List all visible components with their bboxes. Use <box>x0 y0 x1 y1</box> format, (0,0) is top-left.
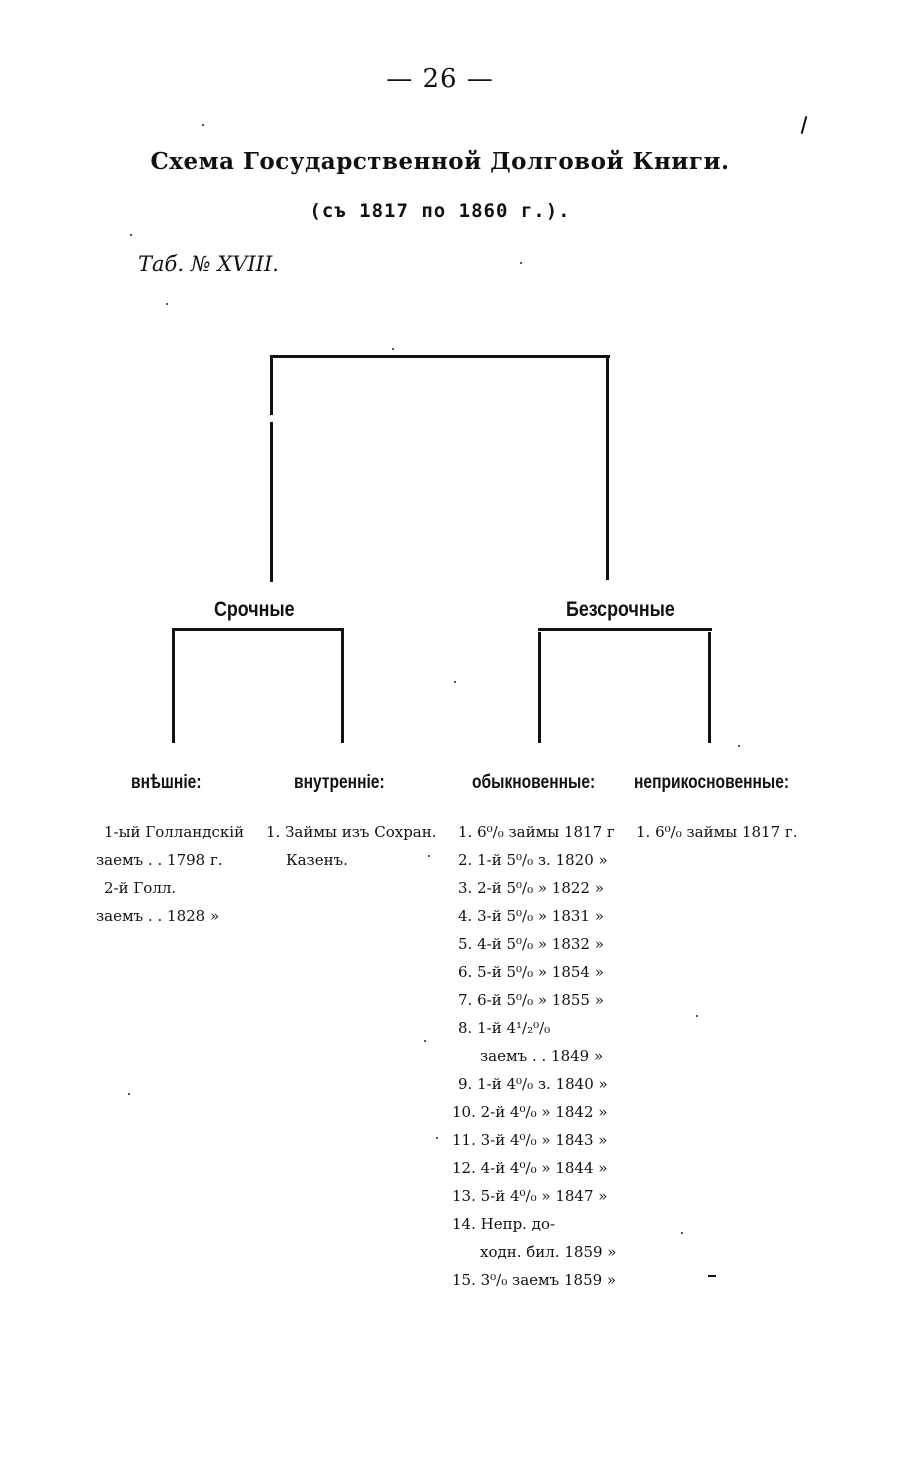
list-item: 13. 5-й 4⁰/₀ » 1847 » <box>452 1187 608 1205</box>
list-item: 1. Займы изъ Сохран. <box>266 823 437 841</box>
page-number: — 26 — <box>386 64 494 94</box>
list-item: заемъ . . 1798 г. <box>96 851 223 869</box>
list-item: 2-й Голл. <box>104 879 177 897</box>
list-item: 7. 6-й 5⁰/₀ » 1855 » <box>458 991 604 1009</box>
list-item: 1. 6⁰/₀ займы 1817 г. <box>636 823 798 841</box>
list-item: 9. 1-й 4⁰/₀ з. 1840 » <box>458 1075 608 1093</box>
inviolable-loans-list <box>636 818 798 846</box>
branch-perpetual-label: Бeзсрочные <box>566 598 675 621</box>
category-external-label: внѣшніе: <box>131 772 202 793</box>
branch-term-label: Срочные <box>214 598 295 621</box>
page-subtitle: (съ 1817 по 1860 г.). <box>309 200 571 222</box>
list-item: 4. 3-й 5⁰/₀ » 1831 » <box>458 907 604 925</box>
list-item: 10. 2-й 4⁰/₀ » 1842 » <box>452 1103 608 1121</box>
list-item: 5. 4-й 5⁰/₀ » 1832 » <box>458 935 604 953</box>
list-item: заемъ . . 1849 » <box>480 1047 604 1065</box>
list-item: 2. 1-й 5⁰/₀ з. 1820 » <box>458 851 608 869</box>
page-title: Схема Государственной Долговой Книги. <box>150 148 730 175</box>
table-label: Таб. № XVIII. <box>138 252 279 276</box>
category-internal-label: внутренніе: <box>294 772 385 793</box>
list-item: 3. 2-й 5⁰/₀ » 1822 » <box>458 879 604 897</box>
ordinary-loans-list <box>452 818 617 1294</box>
list-item: 11. 3-й 4⁰/₀ » 1843 » <box>452 1131 608 1149</box>
external-loans-list <box>96 818 244 930</box>
list-item: 14. Непр. до- <box>452 1215 556 1233</box>
list-item: 1-ый Голландскій <box>104 823 245 841</box>
category-ordinary-label: обыкновенные: <box>472 772 596 793</box>
list-item: 8. 1-й 4¹/₂⁰/₀ <box>458 1019 551 1037</box>
list-item: ходн. бил. 1859 » <box>480 1243 617 1261</box>
list-item: Казенъ. <box>286 851 348 869</box>
list-item: 12. 4-й 4⁰/₀ » 1844 » <box>452 1159 608 1177</box>
list-item: 1. 6⁰/₀ займы 1817 г <box>458 823 615 841</box>
list-item: 15. 3⁰/₀ заемъ 1859 » <box>452 1271 617 1289</box>
internal-loans-list <box>266 818 437 874</box>
category-inviolable-label: неприкосновенные: <box>634 772 790 793</box>
list-item: заемъ . . 1828 » <box>96 907 220 925</box>
list-item: 6. 5-й 5⁰/₀ » 1854 » <box>458 963 604 981</box>
